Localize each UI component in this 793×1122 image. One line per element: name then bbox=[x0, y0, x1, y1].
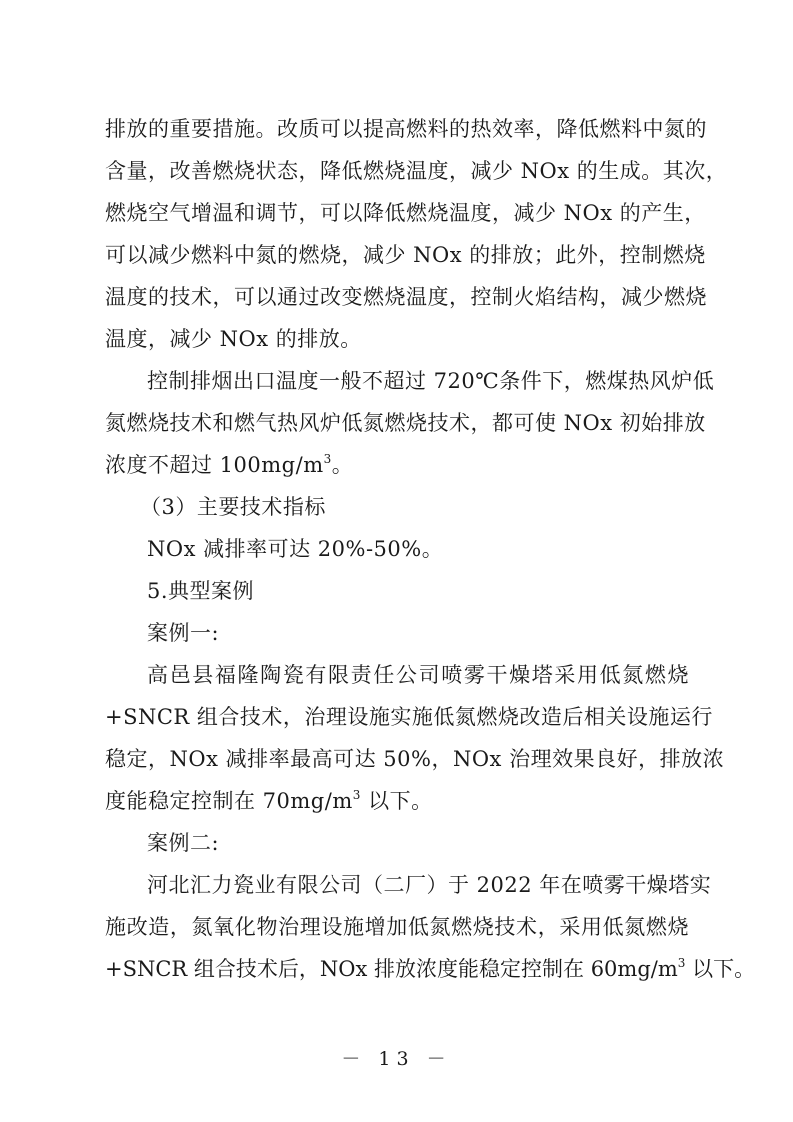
paragraph2-line-2: 氮燃烧技术和燃气热风炉低氮燃烧技术，都可使 NOx 初始排放 bbox=[105, 411, 706, 435]
paragraph1-line-1: 排放的重要措施。改质可以提高燃料的热效率，降低燃料中氮的 bbox=[105, 117, 707, 141]
paragraph2-line-3 bbox=[105, 452, 689, 477]
paragraph2-line-3-text: 浓度不超过 100mg/m bbox=[105, 453, 324, 477]
superscript-3: 3 bbox=[323, 452, 332, 466]
paragraph1-line-2: 含量，改善燃烧状态，降低燃烧温度，减少 NOx 的生成。其次， bbox=[105, 159, 728, 183]
case2-line-3-text: +SNCR 组合技术后，NOx 排放浓度能稳定控制在 60mg/m bbox=[105, 957, 678, 981]
case2-line-1: 河北汇力瓷业有限公司（二厂）于 2022 年在喷雾干燥塔实 bbox=[147, 873, 712, 897]
heading-cases: 5.典型案例 bbox=[147, 579, 255, 603]
case2-line-3-end: 以下。 bbox=[685, 957, 756, 981]
case2-line-3 bbox=[105, 956, 756, 981]
paragraph1-line-3: 燃烧空气增温和调节，可以降低燃烧温度，减少 NOx 的产生， bbox=[105, 201, 706, 225]
case1-line-2: +SNCR 组合技术，治理设施实施低氮燃烧改造后相关设施运行 bbox=[105, 705, 713, 729]
paragraph2-line-1: 控制排烟出口温度一般不超过 720℃条件下，燃煤热风炉低 bbox=[147, 369, 715, 393]
paragraph1-line-4: 可以减少燃料中氮的燃烧，减少 NOx 的排放；此外，控制燃烧 bbox=[105, 243, 706, 267]
case2-line-2: 施改造，氮氧化物治理设施增加低氮燃烧技术，采用低氮燃烧 bbox=[105, 915, 689, 939]
superscript-3: 3 bbox=[677, 956, 686, 970]
page-number: － 13 － bbox=[341, 1048, 452, 1070]
paragraph2-line-3-end: 。 bbox=[331, 453, 354, 477]
case1-line-4 bbox=[105, 788, 689, 813]
case2-title: 案例二: bbox=[147, 831, 220, 855]
case1-line-4-text: 度能稳定控制在 70mg/m bbox=[105, 789, 353, 813]
indicator-text: NOx 减排率可达 20%-50%。 bbox=[147, 537, 444, 561]
case1-line-3: 稳定，NOx 减排率最高可达 50%，NOx 治理效果良好，排放浓 bbox=[105, 747, 725, 771]
superscript-3: 3 bbox=[352, 788, 361, 802]
heading-indicators: （3）主要技术指标 bbox=[140, 495, 326, 519]
case1-title: 案例一: bbox=[147, 621, 220, 645]
case1-line-1: 高邑县福隆陶瓷有限责任公司喷雾干燥塔采用低氮燃烧 bbox=[147, 663, 689, 687]
paragraph1-line-6: 温度，减少 NOx 的排放。 bbox=[105, 327, 362, 351]
case1-line-4-end: 以下。 bbox=[360, 789, 433, 813]
paragraph1-line-5: 温度的技术，可以通过改变燃烧温度，控制火焰结构，减少燃烧 bbox=[105, 285, 707, 309]
